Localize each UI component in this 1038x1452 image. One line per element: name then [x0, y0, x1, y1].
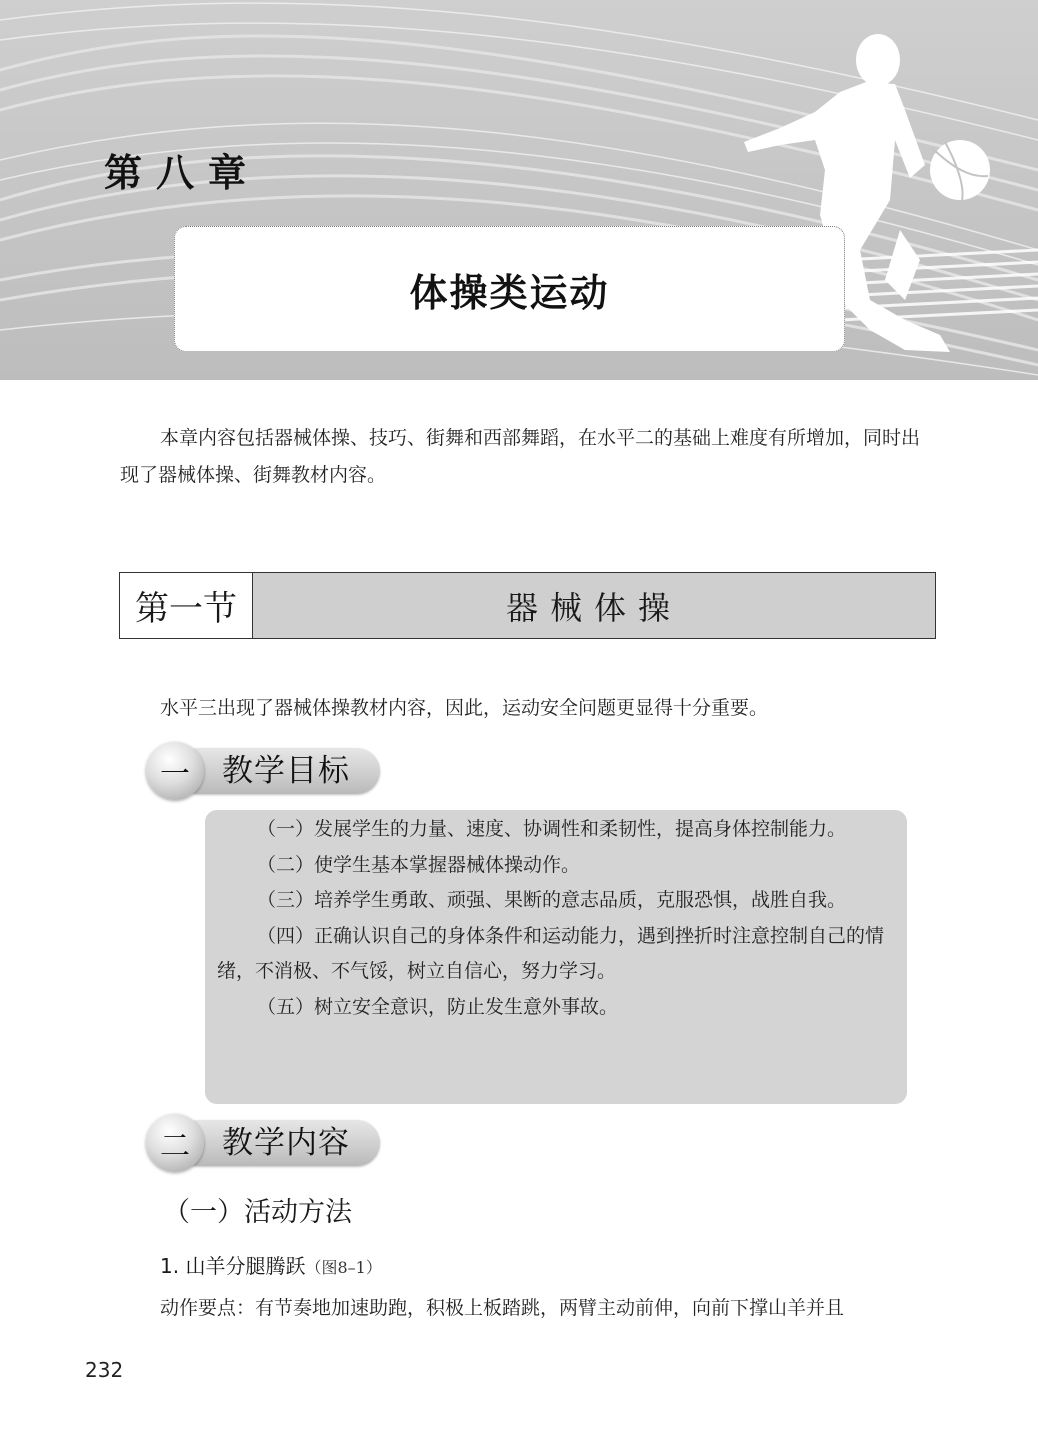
chapter-title-box [174, 226, 845, 352]
section-header [119, 572, 936, 639]
chapter-number: 第八章 [104, 150, 261, 195]
item-title [160, 1250, 382, 1279]
page-number: 232 [85, 1358, 124, 1382]
activity-methods-heading: （一）活动方法 [163, 1197, 352, 1228]
heading-teaching-goals [146, 742, 380, 800]
heading-text: 教学目标 [222, 753, 350, 789]
figure-reference: （图8–1） [305, 1258, 382, 1277]
goal-item: （二）使学生基本掌握器械体操动作。 [257, 853, 581, 876]
goals-box [205, 810, 907, 1104]
goal-item: （三）培养学生勇敢、顽强、果断的意志品质，克服恐惧，战胜自我。 [257, 889, 847, 912]
goal-item: （五）树立安全意识，防止发生意外事故。 [257, 995, 619, 1018]
action-points: 动作要点：有节奏地加速助跑，积极上板踏跳，两臂主动前伸，向前下撑山羊并且 [160, 1297, 845, 1319]
chapter-intro-text: 本章内容包括器械体操、技巧、街舞和西部舞蹈，在水平二的基础上难度有所增加，同时出现了器械体操、街舞教材内容。 [120, 427, 921, 486]
section-number: 第一节 [120, 573, 253, 638]
chapter-banner [0, 0, 1038, 380]
chapter-title: 体操类运动 [409, 269, 610, 315]
heading-text: 教学内容 [222, 1125, 350, 1161]
heading-marker: 二 [146, 1114, 204, 1172]
heading-marker: 一 [146, 742, 204, 800]
goal-item: （四）正确认识自己的身体条件和运动能力，遇到挫折时注意控制自己的情绪，不消极、不气馁，树立自信心，努力学习。 [217, 924, 885, 983]
item-title-name: 1. 山羊分腿腾跃 [160, 1254, 306, 1278]
section-intro: 水平三出现了器械体操教材内容，因此，运动安全问题更显得十分重要。 [160, 697, 769, 719]
goal-item: （一）发展学生的力量、速度、协调性和柔韧性，提高身体控制能力。 [257, 818, 847, 840]
heading-teaching-content [146, 1114, 380, 1172]
chapter-intro [120, 420, 938, 494]
section-title: 器械体操 [253, 573, 935, 638]
